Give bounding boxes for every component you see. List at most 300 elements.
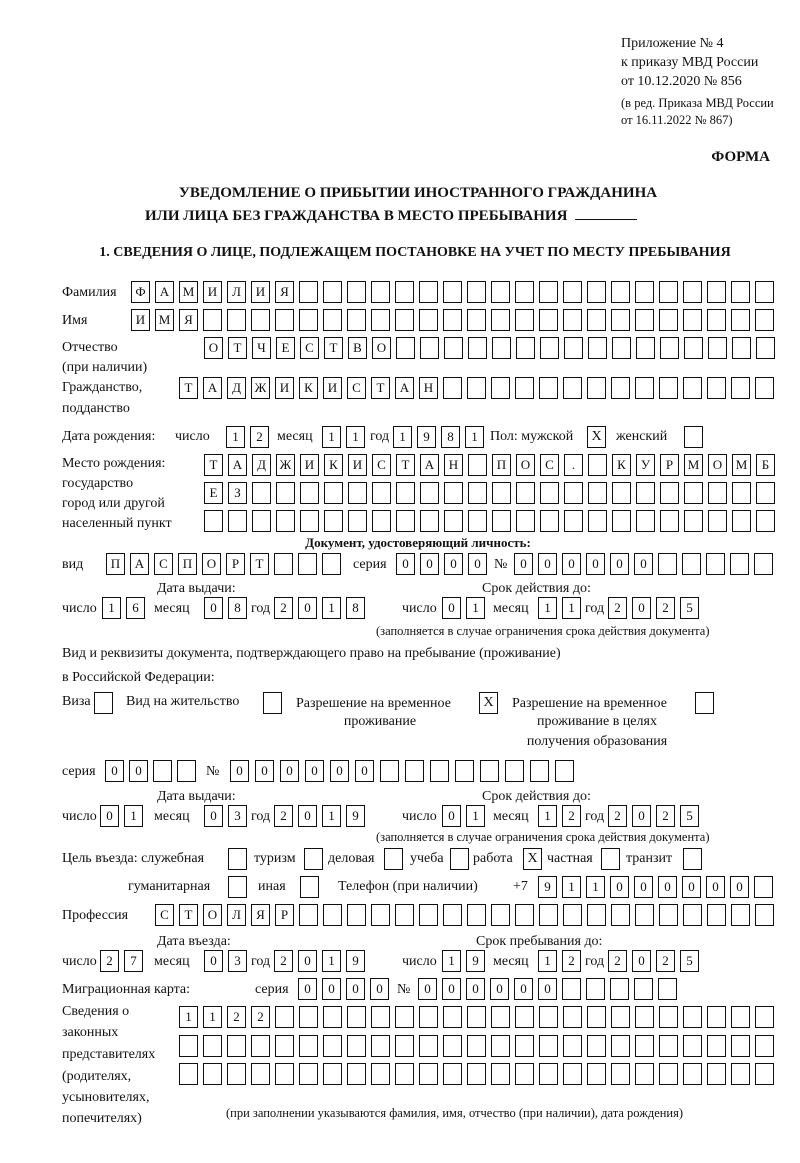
char-cell[interactable] bbox=[443, 1006, 462, 1028]
char-cell[interactable]: 2 bbox=[608, 950, 627, 972]
char-cell[interactable]: 0 bbox=[466, 978, 485, 1000]
id-valid-year-field[interactable] bbox=[608, 597, 699, 619]
id-issue-year-field[interactable] bbox=[274, 597, 365, 619]
char-cell[interactable] bbox=[177, 760, 196, 782]
char-cell[interactable] bbox=[683, 309, 702, 331]
char-cell[interactable]: 1 bbox=[442, 950, 461, 972]
char-cell[interactable]: 0 bbox=[298, 597, 317, 619]
char-cell[interactable]: 0 bbox=[204, 597, 223, 619]
char-cell[interactable] bbox=[274, 553, 293, 575]
char-cell[interactable]: 8 bbox=[346, 597, 365, 619]
char-cell[interactable] bbox=[491, 1063, 510, 1085]
char-cell[interactable]: 0 bbox=[420, 553, 439, 575]
char-cell[interactable]: З bbox=[228, 482, 247, 504]
char-cell[interactable] bbox=[347, 1006, 366, 1028]
char-cell[interactable]: Т bbox=[324, 337, 343, 359]
char-cell[interactable] bbox=[395, 281, 414, 303]
char-cell[interactable] bbox=[611, 1063, 630, 1085]
id-valid-month-field[interactable] bbox=[538, 597, 581, 619]
char-cell[interactable] bbox=[611, 904, 630, 926]
char-cell[interactable]: А bbox=[420, 454, 439, 476]
char-cell[interactable]: 9 bbox=[466, 950, 485, 972]
char-cell[interactable] bbox=[299, 1063, 318, 1085]
char-cell[interactable] bbox=[179, 1063, 198, 1085]
char-cell[interactable] bbox=[324, 482, 343, 504]
char-cell[interactable]: 0 bbox=[346, 978, 365, 1000]
char-cell[interactable]: 0 bbox=[538, 553, 557, 575]
char-cell[interactable] bbox=[299, 281, 318, 303]
birth-month-field[interactable] bbox=[322, 426, 365, 448]
char-cell[interactable] bbox=[491, 904, 510, 926]
char-cell[interactable] bbox=[755, 1035, 774, 1057]
char-cell[interactable] bbox=[635, 904, 654, 926]
char-cell[interactable] bbox=[731, 1035, 750, 1057]
char-cell[interactable]: 0 bbox=[442, 805, 461, 827]
right-valid-year-field[interactable] bbox=[608, 805, 699, 827]
char-cell[interactable] bbox=[467, 1006, 486, 1028]
char-cell[interactable] bbox=[659, 1006, 678, 1028]
char-cell[interactable] bbox=[708, 337, 727, 359]
char-cell[interactable]: 2 bbox=[227, 1006, 246, 1028]
char-cell[interactable]: И bbox=[251, 281, 270, 303]
char-cell[interactable] bbox=[684, 510, 703, 532]
char-cell[interactable] bbox=[611, 281, 630, 303]
char-cell[interactable] bbox=[587, 1035, 606, 1057]
entry-month-field[interactable] bbox=[204, 950, 247, 972]
char-cell[interactable] bbox=[324, 510, 343, 532]
char-cell[interactable]: 0 bbox=[634, 553, 653, 575]
char-cell[interactable]: 5 bbox=[680, 597, 699, 619]
profession-field[interactable] bbox=[155, 904, 774, 926]
char-cell[interactable] bbox=[298, 553, 317, 575]
entry-day-field[interactable] bbox=[100, 950, 143, 972]
char-cell[interactable]: 2 bbox=[656, 597, 675, 619]
char-cell[interactable] bbox=[299, 1006, 318, 1028]
right-series-field[interactable] bbox=[105, 760, 196, 782]
char-cell[interactable] bbox=[684, 482, 703, 504]
char-cell[interactable] bbox=[732, 482, 751, 504]
sex-male-checkbox[interactable]: X bbox=[587, 426, 606, 448]
char-cell[interactable] bbox=[323, 1063, 342, 1085]
char-cell[interactable]: 0 bbox=[658, 876, 677, 898]
char-cell[interactable] bbox=[612, 482, 631, 504]
char-cell[interactable] bbox=[480, 760, 499, 782]
char-cell[interactable]: 0 bbox=[610, 553, 629, 575]
char-cell[interactable] bbox=[660, 482, 679, 504]
char-cell[interactable]: С bbox=[347, 377, 366, 399]
char-cell[interactable]: 0 bbox=[204, 950, 223, 972]
char-cell[interactable] bbox=[756, 510, 775, 532]
id-series-field[interactable] bbox=[396, 553, 487, 575]
char-cell[interactable]: К bbox=[324, 454, 343, 476]
char-cell[interactable]: М bbox=[684, 454, 703, 476]
char-cell[interactable] bbox=[491, 1006, 510, 1028]
char-cell[interactable]: И bbox=[203, 281, 222, 303]
char-cell[interactable]: К bbox=[299, 377, 318, 399]
id-issue-month-field[interactable] bbox=[204, 597, 247, 619]
char-cell[interactable]: А bbox=[228, 454, 247, 476]
char-cell[interactable] bbox=[636, 337, 655, 359]
purpose-tourism-checkbox[interactable] bbox=[304, 848, 323, 870]
char-cell[interactable] bbox=[323, 309, 342, 331]
char-cell[interactable]: 0 bbox=[468, 553, 487, 575]
char-cell[interactable] bbox=[491, 309, 510, 331]
char-cell[interactable] bbox=[227, 1063, 246, 1085]
char-cell[interactable] bbox=[635, 1035, 654, 1057]
char-cell[interactable]: 1 bbox=[124, 805, 143, 827]
char-cell[interactable]: Р bbox=[660, 454, 679, 476]
char-cell[interactable]: 0 bbox=[330, 760, 349, 782]
char-cell[interactable] bbox=[443, 281, 462, 303]
char-cell[interactable] bbox=[395, 904, 414, 926]
char-cell[interactable] bbox=[730, 553, 749, 575]
char-cell[interactable] bbox=[299, 1035, 318, 1057]
char-cell[interactable] bbox=[755, 309, 774, 331]
char-cell[interactable]: Б bbox=[756, 454, 775, 476]
char-cell[interactable] bbox=[540, 482, 559, 504]
char-cell[interactable] bbox=[505, 760, 524, 782]
char-cell[interactable] bbox=[515, 1063, 534, 1085]
char-cell[interactable] bbox=[587, 1063, 606, 1085]
char-cell[interactable] bbox=[731, 309, 750, 331]
char-cell[interactable]: С bbox=[154, 553, 173, 575]
char-cell[interactable] bbox=[660, 510, 679, 532]
char-cell[interactable] bbox=[300, 510, 319, 532]
char-cell[interactable]: 1 bbox=[466, 805, 485, 827]
right-number-field[interactable] bbox=[230, 760, 574, 782]
char-cell[interactable]: 1 bbox=[393, 426, 412, 448]
sex-female-checkbox[interactable] bbox=[684, 426, 703, 448]
char-cell[interactable]: Т bbox=[371, 377, 390, 399]
char-cell[interactable]: О bbox=[516, 454, 535, 476]
char-cell[interactable]: Ф bbox=[131, 281, 150, 303]
purpose-private-checkbox[interactable] bbox=[601, 848, 620, 870]
char-cell[interactable]: 0 bbox=[490, 978, 509, 1000]
char-cell[interactable] bbox=[610, 978, 629, 1000]
char-cell[interactable] bbox=[276, 482, 295, 504]
char-cell[interactable] bbox=[323, 1006, 342, 1028]
char-cell[interactable]: . bbox=[564, 454, 583, 476]
char-cell[interactable] bbox=[635, 309, 654, 331]
char-cell[interactable] bbox=[372, 510, 391, 532]
char-cell[interactable]: 9 bbox=[538, 876, 557, 898]
char-cell[interactable] bbox=[227, 1035, 246, 1057]
char-cell[interactable] bbox=[419, 1063, 438, 1085]
char-cell[interactable] bbox=[371, 1035, 390, 1057]
char-cell[interactable] bbox=[563, 309, 582, 331]
char-cell[interactable]: 0 bbox=[634, 876, 653, 898]
char-cell[interactable]: Т bbox=[204, 454, 223, 476]
char-cell[interactable] bbox=[731, 904, 750, 926]
char-cell[interactable] bbox=[587, 904, 606, 926]
char-cell[interactable]: 2 bbox=[562, 805, 581, 827]
char-cell[interactable] bbox=[515, 309, 534, 331]
char-cell[interactable]: М bbox=[179, 281, 198, 303]
char-cell[interactable]: В bbox=[348, 337, 367, 359]
char-cell[interactable] bbox=[347, 904, 366, 926]
surname-field[interactable] bbox=[131, 281, 774, 303]
char-cell[interactable] bbox=[707, 904, 726, 926]
char-cell[interactable] bbox=[420, 482, 439, 504]
char-cell[interactable] bbox=[468, 337, 487, 359]
char-cell[interactable] bbox=[707, 1006, 726, 1028]
purpose-humanitarian-checkbox[interactable] bbox=[228, 876, 247, 898]
temp-residence-checkbox[interactable]: X bbox=[479, 692, 498, 714]
char-cell[interactable]: 0 bbox=[370, 978, 389, 1000]
stay-month-field[interactable] bbox=[538, 950, 581, 972]
char-cell[interactable] bbox=[683, 281, 702, 303]
char-cell[interactable] bbox=[755, 377, 774, 399]
right-valid-day-field[interactable] bbox=[442, 805, 485, 827]
char-cell[interactable] bbox=[419, 1035, 438, 1057]
char-cell[interactable] bbox=[539, 1006, 558, 1028]
char-cell[interactable] bbox=[380, 760, 399, 782]
char-cell[interactable]: 2 bbox=[608, 805, 627, 827]
char-cell[interactable]: С bbox=[300, 337, 319, 359]
char-cell[interactable]: 6 bbox=[126, 597, 145, 619]
char-cell[interactable] bbox=[467, 309, 486, 331]
char-cell[interactable] bbox=[348, 510, 367, 532]
char-cell[interactable]: Е bbox=[204, 482, 223, 504]
char-cell[interactable] bbox=[396, 482, 415, 504]
char-cell[interactable] bbox=[587, 309, 606, 331]
char-cell[interactable] bbox=[755, 1063, 774, 1085]
residence-permit-checkbox[interactable] bbox=[263, 692, 282, 714]
char-cell[interactable]: 9 bbox=[346, 805, 365, 827]
char-cell[interactable] bbox=[707, 281, 726, 303]
char-cell[interactable] bbox=[395, 1063, 414, 1085]
char-cell[interactable]: О bbox=[204, 337, 223, 359]
char-cell[interactable] bbox=[347, 309, 366, 331]
char-cell[interactable] bbox=[707, 1063, 726, 1085]
char-cell[interactable] bbox=[491, 377, 510, 399]
char-cell[interactable]: 0 bbox=[706, 876, 725, 898]
phone-field[interactable] bbox=[538, 876, 773, 898]
char-cell[interactable] bbox=[419, 904, 438, 926]
char-cell[interactable]: Н bbox=[419, 377, 438, 399]
char-cell[interactable] bbox=[300, 482, 319, 504]
char-cell[interactable] bbox=[323, 1035, 342, 1057]
char-cell[interactable] bbox=[540, 337, 559, 359]
char-cell[interactable] bbox=[443, 377, 462, 399]
char-cell[interactable]: Я bbox=[251, 904, 270, 926]
char-cell[interactable]: 0 bbox=[442, 597, 461, 619]
char-cell[interactable] bbox=[555, 760, 574, 782]
char-cell[interactable] bbox=[443, 1035, 462, 1057]
visa-checkbox[interactable] bbox=[94, 692, 113, 714]
patronymic-field[interactable] bbox=[204, 337, 775, 359]
char-cell[interactable]: 1 bbox=[538, 805, 557, 827]
char-cell[interactable] bbox=[468, 482, 487, 504]
char-cell[interactable] bbox=[659, 377, 678, 399]
right-issue-day-field[interactable] bbox=[100, 805, 143, 827]
char-cell[interactable] bbox=[419, 281, 438, 303]
char-cell[interactable]: 1 bbox=[562, 597, 581, 619]
mc-series-field[interactable] bbox=[298, 978, 389, 1000]
char-cell[interactable] bbox=[563, 1035, 582, 1057]
char-cell[interactable] bbox=[635, 281, 654, 303]
char-cell[interactable] bbox=[539, 281, 558, 303]
char-cell[interactable] bbox=[323, 904, 342, 926]
id-valid-day-field[interactable] bbox=[442, 597, 485, 619]
char-cell[interactable]: 0 bbox=[632, 805, 651, 827]
char-cell[interactable] bbox=[467, 281, 486, 303]
char-cell[interactable]: 9 bbox=[417, 426, 436, 448]
char-cell[interactable] bbox=[683, 1063, 702, 1085]
char-cell[interactable] bbox=[539, 904, 558, 926]
char-cell[interactable] bbox=[564, 337, 583, 359]
id-number-field[interactable] bbox=[514, 553, 773, 575]
char-cell[interactable]: 2 bbox=[656, 950, 675, 972]
char-cell[interactable]: 2 bbox=[274, 597, 293, 619]
char-cell[interactable]: 5 bbox=[680, 805, 699, 827]
char-cell[interactable]: 8 bbox=[228, 597, 247, 619]
char-cell[interactable] bbox=[179, 1035, 198, 1057]
char-cell[interactable]: Л bbox=[227, 281, 246, 303]
char-cell[interactable]: С bbox=[155, 904, 174, 926]
char-cell[interactable] bbox=[371, 1063, 390, 1085]
char-cell[interactable] bbox=[515, 281, 534, 303]
char-cell[interactable]: 1 bbox=[586, 876, 605, 898]
char-cell[interactable]: 8 bbox=[441, 426, 460, 448]
char-cell[interactable]: Д bbox=[252, 454, 271, 476]
char-cell[interactable] bbox=[755, 904, 774, 926]
char-cell[interactable]: 3 bbox=[228, 805, 247, 827]
char-cell[interactable]: Т bbox=[250, 553, 269, 575]
char-cell[interactable]: 1 bbox=[465, 426, 484, 448]
char-cell[interactable]: 2 bbox=[251, 1006, 270, 1028]
right-issue-month-field[interactable] bbox=[204, 805, 247, 827]
char-cell[interactable] bbox=[251, 1063, 270, 1085]
char-cell[interactable] bbox=[491, 281, 510, 303]
birth-year-field[interactable] bbox=[393, 426, 484, 448]
char-cell[interactable]: 0 bbox=[418, 978, 437, 1000]
char-cell[interactable] bbox=[419, 1006, 438, 1028]
char-cell[interactable] bbox=[684, 337, 703, 359]
id-issue-day-field[interactable] bbox=[102, 597, 145, 619]
char-cell[interactable] bbox=[419, 309, 438, 331]
char-cell[interactable]: 1 bbox=[226, 426, 245, 448]
char-cell[interactable]: М bbox=[155, 309, 174, 331]
char-cell[interactable] bbox=[658, 978, 677, 1000]
char-cell[interactable] bbox=[731, 1063, 750, 1085]
char-cell[interactable] bbox=[251, 309, 270, 331]
char-cell[interactable] bbox=[444, 510, 463, 532]
char-cell[interactable] bbox=[275, 1006, 294, 1028]
char-cell[interactable] bbox=[658, 553, 677, 575]
char-cell[interactable] bbox=[515, 1006, 534, 1028]
char-cell[interactable]: П bbox=[492, 454, 511, 476]
char-cell[interactable]: С bbox=[372, 454, 391, 476]
purpose-transit-checkbox[interactable] bbox=[683, 848, 702, 870]
char-cell[interactable] bbox=[707, 377, 726, 399]
char-cell[interactable]: 0 bbox=[204, 805, 223, 827]
char-cell[interactable] bbox=[203, 309, 222, 331]
char-cell[interactable]: 0 bbox=[298, 805, 317, 827]
char-cell[interactable]: 0 bbox=[730, 876, 749, 898]
char-cell[interactable] bbox=[467, 1035, 486, 1057]
char-cell[interactable] bbox=[444, 482, 463, 504]
char-cell[interactable] bbox=[492, 510, 511, 532]
char-cell[interactable]: 1 bbox=[562, 876, 581, 898]
purpose-work-checkbox[interactable]: X bbox=[523, 848, 542, 870]
char-cell[interactable]: 0 bbox=[230, 760, 249, 782]
char-cell[interactable] bbox=[455, 760, 474, 782]
char-cell[interactable] bbox=[275, 1035, 294, 1057]
char-cell[interactable] bbox=[683, 377, 702, 399]
char-cell[interactable]: 1 bbox=[538, 950, 557, 972]
char-cell[interactable] bbox=[659, 1063, 678, 1085]
char-cell[interactable]: 0 bbox=[444, 553, 463, 575]
char-cell[interactable] bbox=[420, 510, 439, 532]
char-cell[interactable]: 2 bbox=[562, 950, 581, 972]
char-cell[interactable]: 2 bbox=[274, 950, 293, 972]
char-cell[interactable] bbox=[660, 337, 679, 359]
char-cell[interactable] bbox=[443, 904, 462, 926]
char-cell[interactable] bbox=[372, 482, 391, 504]
char-cell[interactable] bbox=[708, 510, 727, 532]
char-cell[interactable] bbox=[539, 377, 558, 399]
char-cell[interactable]: 3 bbox=[228, 950, 247, 972]
char-cell[interactable] bbox=[732, 510, 751, 532]
char-cell[interactable] bbox=[443, 1063, 462, 1085]
char-cell[interactable]: А bbox=[395, 377, 414, 399]
char-cell[interactable]: 2 bbox=[274, 805, 293, 827]
char-cell[interactable]: Я bbox=[179, 309, 198, 331]
char-cell[interactable] bbox=[515, 377, 534, 399]
birth-day-field[interactable] bbox=[226, 426, 269, 448]
purpose-other-checkbox[interactable] bbox=[300, 876, 319, 898]
char-cell[interactable]: Д bbox=[227, 377, 246, 399]
char-cell[interactable] bbox=[203, 1063, 222, 1085]
char-cell[interactable]: 1 bbox=[102, 597, 121, 619]
char-cell[interactable] bbox=[371, 309, 390, 331]
char-cell[interactable] bbox=[371, 904, 390, 926]
char-cell[interactable]: Т bbox=[228, 337, 247, 359]
char-cell[interactable] bbox=[563, 904, 582, 926]
char-cell[interactable] bbox=[516, 482, 535, 504]
char-cell[interactable] bbox=[443, 309, 462, 331]
char-cell[interactable] bbox=[467, 904, 486, 926]
char-cell[interactable] bbox=[659, 281, 678, 303]
char-cell[interactable]: О bbox=[372, 337, 391, 359]
char-cell[interactable] bbox=[586, 978, 605, 1000]
char-cell[interactable] bbox=[659, 904, 678, 926]
char-cell[interactable] bbox=[539, 1063, 558, 1085]
char-cell[interactable] bbox=[322, 553, 341, 575]
char-cell[interactable]: 0 bbox=[682, 876, 701, 898]
purpose-business-checkbox[interactable] bbox=[384, 848, 403, 870]
char-cell[interactable]: 2 bbox=[100, 950, 119, 972]
char-cell[interactable] bbox=[562, 978, 581, 1000]
char-cell[interactable] bbox=[371, 281, 390, 303]
char-cell[interactable] bbox=[227, 309, 246, 331]
char-cell[interactable] bbox=[634, 978, 653, 1000]
char-cell[interactable] bbox=[275, 1063, 294, 1085]
char-cell[interactable] bbox=[612, 510, 631, 532]
char-cell[interactable] bbox=[708, 482, 727, 504]
birthplace-field-2[interactable] bbox=[204, 482, 775, 504]
char-cell[interactable]: 0 bbox=[586, 553, 605, 575]
char-cell[interactable]: 0 bbox=[100, 805, 119, 827]
char-cell[interactable]: 0 bbox=[538, 978, 557, 1000]
char-cell[interactable] bbox=[682, 553, 701, 575]
char-cell[interactable] bbox=[203, 1035, 222, 1057]
char-cell[interactable] bbox=[754, 876, 773, 898]
char-cell[interactable]: 0 bbox=[610, 876, 629, 898]
char-cell[interactable] bbox=[228, 510, 247, 532]
char-cell[interactable] bbox=[323, 281, 342, 303]
